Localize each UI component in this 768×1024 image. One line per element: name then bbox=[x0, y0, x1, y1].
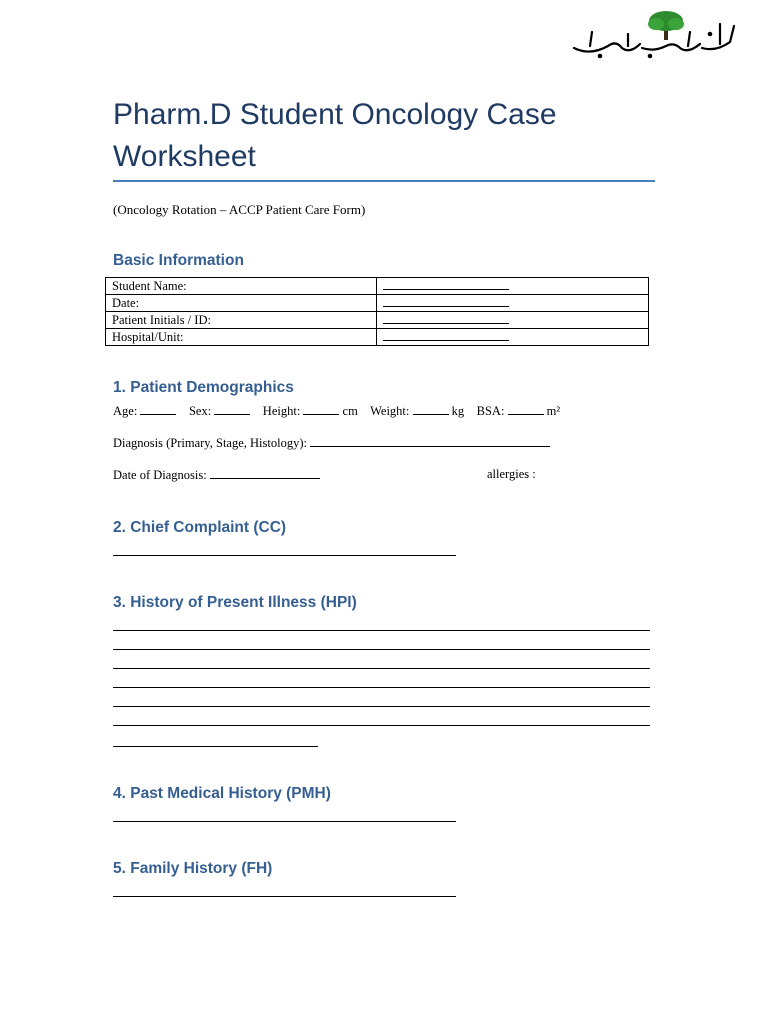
height-field[interactable] bbox=[303, 403, 339, 415]
heading-pmh: 4. Past Medical History (PMH) bbox=[113, 785, 331, 802]
weight-field[interactable] bbox=[413, 403, 449, 415]
height-unit: cm bbox=[342, 404, 358, 418]
fh-answer-line[interactable] bbox=[113, 896, 456, 897]
demographics-line bbox=[113, 403, 560, 419]
student-name-field[interactable] bbox=[377, 278, 649, 295]
fill-line bbox=[383, 330, 509, 341]
cc-answer-line[interactable] bbox=[113, 555, 456, 556]
fill-line bbox=[383, 296, 509, 307]
allergies-label: allergies : bbox=[487, 467, 536, 481]
page-title: Pharm.D Student Oncology Case Worksheet bbox=[113, 98, 557, 173]
date-of-diagnosis-label: Date of Diagnosis: bbox=[113, 468, 207, 482]
heading-patient-demographics: 1. Patient Demographics bbox=[113, 379, 294, 396]
hpi-answer-line[interactable] bbox=[113, 687, 650, 688]
date-field[interactable] bbox=[377, 295, 649, 312]
sex-field[interactable] bbox=[214, 403, 250, 415]
date-of-diagnosis-line bbox=[113, 467, 320, 483]
university-logo bbox=[570, 8, 742, 62]
age-field[interactable] bbox=[140, 403, 176, 415]
title-divider bbox=[113, 180, 655, 182]
hpi-answer-line[interactable] bbox=[113, 668, 650, 669]
fill-line bbox=[383, 279, 509, 290]
hpi-answer-line[interactable] bbox=[113, 746, 318, 747]
age-label: Age: bbox=[113, 404, 138, 418]
heading-hpi: 3. History of Present Illness (HPI) bbox=[113, 594, 357, 611]
patient-id-field[interactable] bbox=[377, 312, 649, 329]
diagnosis-line bbox=[113, 435, 550, 451]
bsa-field[interactable] bbox=[508, 403, 544, 415]
weight-unit: kg bbox=[451, 404, 465, 418]
heading-fh: 5. Family History (FH) bbox=[113, 860, 273, 877]
heading-basic-information: Basic Information bbox=[113, 252, 244, 269]
bsa-unit: m² bbox=[546, 404, 561, 418]
subtitle: (Oncology Rotation – ACCP Patient Care Form) bbox=[113, 202, 366, 217]
sex-label: Sex: bbox=[188, 404, 212, 418]
hpi-answer-line[interactable] bbox=[113, 649, 650, 650]
basic-information-table bbox=[105, 277, 649, 346]
student-name-label: Student Name: bbox=[106, 278, 377, 295]
date-of-diagnosis-field[interactable] bbox=[210, 467, 320, 479]
hpi-answer-line[interactable] bbox=[113, 725, 650, 726]
bsa-label: BSA: bbox=[476, 404, 505, 418]
height-label: Height: bbox=[262, 404, 301, 418]
pmh-answer-line[interactable] bbox=[113, 821, 456, 822]
hpi-answer-line[interactable] bbox=[113, 630, 650, 631]
hpi-answer-line[interactable] bbox=[113, 706, 650, 707]
weight-label: Weight: bbox=[370, 404, 410, 418]
table-row bbox=[106, 295, 649, 312]
fill-line bbox=[383, 313, 509, 324]
diagnosis-field[interactable] bbox=[310, 435, 550, 447]
table-row bbox=[106, 312, 649, 329]
patient-id-label: Patient Initials / ID: bbox=[106, 312, 377, 329]
tree-icon bbox=[648, 11, 684, 40]
heading-chief-complaint: 2. Chief Complaint (CC) bbox=[113, 519, 287, 536]
diagnosis-label: Diagnosis (Primary, Stage, Histology): bbox=[113, 436, 307, 450]
date-label: Date: bbox=[106, 295, 377, 312]
hospital-unit-label: Hospital/Unit: bbox=[106, 329, 377, 346]
hospital-unit-field[interactable] bbox=[377, 329, 649, 346]
table-row bbox=[106, 329, 649, 346]
table-row bbox=[106, 278, 649, 295]
